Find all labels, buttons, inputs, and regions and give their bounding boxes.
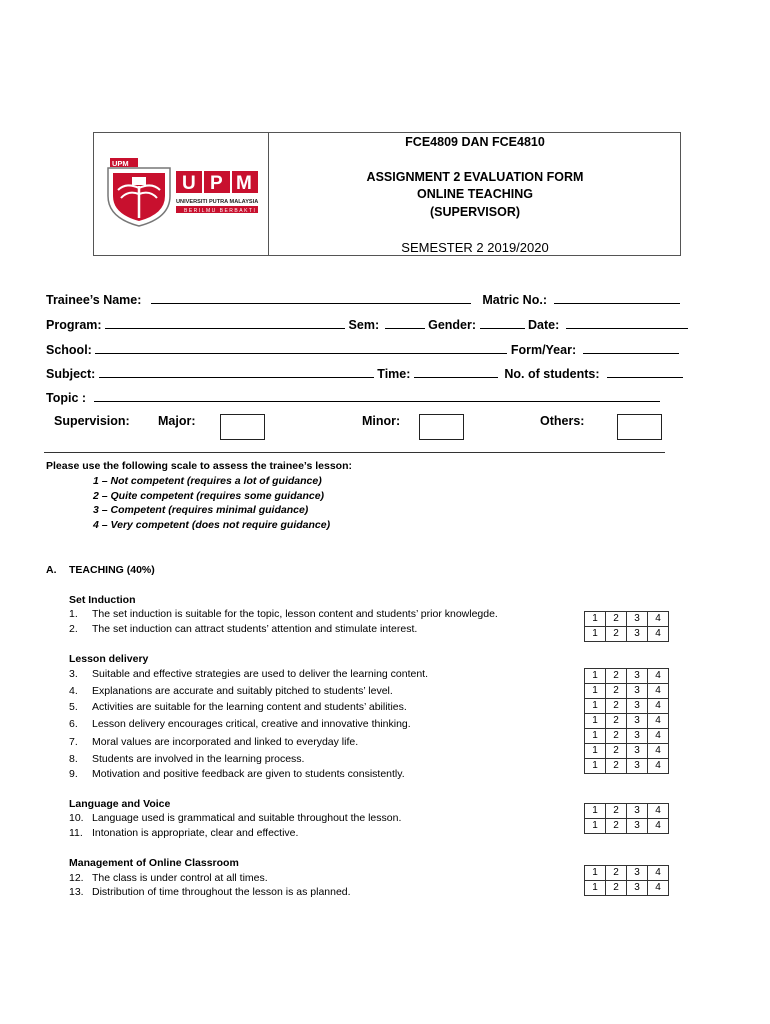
- topic-field[interactable]: [94, 390, 660, 402]
- score-row: [585, 684, 669, 699]
- gender-field[interactable]: [480, 317, 525, 329]
- score-option[interactable]: 3: [627, 819, 648, 834]
- score-option[interactable]: 2: [606, 759, 627, 774]
- score-option[interactable]: 3: [627, 627, 648, 642]
- subject-label: Subject:: [46, 367, 96, 381]
- sem-label: Sem:: [348, 318, 380, 332]
- score-option[interactable]: 2: [606, 699, 627, 714]
- sem-field[interactable]: [385, 317, 425, 329]
- matric-no-label: Matric No.:: [482, 293, 547, 307]
- score-table-lesson-delivery: [584, 668, 669, 774]
- score-row: [585, 759, 669, 774]
- score-option[interactable]: 2: [606, 881, 627, 896]
- score-option[interactable]: 1: [585, 819, 606, 834]
- score-row: [585, 804, 669, 819]
- trainee-name-field[interactable]: [151, 292, 471, 304]
- svg-text:P: P: [210, 173, 223, 194]
- score-option[interactable]: 3: [627, 744, 648, 759]
- list-item: 4. Explanations are accurate and suitably pitched to students’ level.: [69, 685, 393, 697]
- date-label: Date:: [528, 318, 560, 332]
- trainee-name-row: [46, 292, 680, 307]
- score-option[interactable]: 3: [627, 729, 648, 744]
- list-item: 5. Activities are suitable for the learning content and students’ abilities.: [69, 701, 407, 713]
- score-option[interactable]: 2: [606, 744, 627, 759]
- score-option[interactable]: 1: [585, 881, 606, 896]
- form-title: ASSIGNMENT 2 EVALUATION FORM: [366, 170, 584, 184]
- list-item: 12. The class is under control at all times.: [69, 872, 268, 884]
- score-row: [585, 729, 669, 744]
- score-option[interactable]: 1: [585, 612, 606, 627]
- date-field[interactable]: [566, 317, 688, 329]
- score-option[interactable]: 4: [648, 744, 669, 759]
- scale-level-1: 1 – Not competent (requires a lot of guidance): [93, 475, 322, 487]
- scale-level-2: 2 – Quite competent (requires some guidance): [93, 490, 325, 502]
- score-option[interactable]: 1: [585, 669, 606, 684]
- score-option[interactable]: 1: [585, 627, 606, 642]
- score-option[interactable]: 4: [648, 699, 669, 714]
- major-checkbox[interactable]: [220, 414, 265, 440]
- score-option[interactable]: 3: [627, 881, 648, 896]
- score-option[interactable]: 1: [585, 729, 606, 744]
- section-title: TEACHING (40%): [69, 564, 155, 576]
- score-option[interactable]: 4: [648, 714, 669, 729]
- minor-checkbox[interactable]: [419, 414, 464, 440]
- logo-small-top: UPM: [112, 159, 129, 168]
- topic-label: Topic :: [46, 391, 87, 405]
- score-table-set-induction: [584, 611, 669, 642]
- score-row: [585, 669, 669, 684]
- score-row: [585, 627, 669, 642]
- time-label: Time:: [377, 367, 411, 381]
- group-title-language-voice: Language and Voice: [69, 798, 171, 810]
- school-field[interactable]: [95, 342, 507, 354]
- score-option[interactable]: 1: [585, 744, 606, 759]
- score-option[interactable]: 2: [606, 866, 627, 881]
- list-item: 1. The set induction is suitable for the topic, lesson content and students’ prior knowlegde.: [69, 608, 498, 620]
- score-option[interactable]: 2: [606, 714, 627, 729]
- time-field[interactable]: [414, 366, 498, 378]
- score-option[interactable]: 3: [627, 612, 648, 627]
- logo-motto: BERILMU BERBAKTI: [184, 208, 257, 214]
- score-option[interactable]: 2: [606, 729, 627, 744]
- score-option[interactable]: 1: [585, 699, 606, 714]
- gender-label: Gender:: [428, 318, 477, 332]
- program-field[interactable]: [105, 317, 345, 329]
- score-option[interactable]: 3: [627, 866, 648, 881]
- scale-level-4: 4 – Very competent (does not require guidance): [93, 519, 331, 531]
- list-item: 10. Language used is grammatical and suitable throughout the lesson.: [69, 812, 402, 824]
- score-option[interactable]: 2: [606, 819, 627, 834]
- score-row: [585, 881, 669, 896]
- list-item: 3. Suitable and effective strategies are used to deliver the learning content.: [69, 668, 429, 680]
- score-option[interactable]: 1: [585, 866, 606, 881]
- score-option[interactable]: 3: [627, 699, 648, 714]
- group-title-classroom-management: Management of Online Classroom: [69, 857, 239, 869]
- school-row: [46, 342, 679, 357]
- score-option[interactable]: 2: [606, 684, 627, 699]
- semester: SEMESTER 2 2019/2020: [401, 240, 549, 255]
- form-year-field[interactable]: [583, 342, 679, 354]
- course-code: FCE4809 DAN FCE4810: [405, 135, 545, 149]
- score-table-classroom-management: [584, 865, 669, 896]
- score-option[interactable]: 1: [585, 684, 606, 699]
- svg-text:U: U: [182, 173, 196, 194]
- score-option[interactable]: 3: [627, 669, 648, 684]
- score-row: [585, 699, 669, 714]
- score-option[interactable]: 4: [648, 804, 669, 819]
- supervision-label: Supervision:: [54, 414, 130, 428]
- list-item: 2. The set induction can attract students’ attention and stimulate interest.: [69, 623, 418, 635]
- score-option[interactable]: 4: [648, 612, 669, 627]
- score-option[interactable]: 4: [648, 881, 669, 896]
- list-item: 6. Lesson delivery encourages critical, creative and innovative thinking.: [69, 718, 411, 730]
- score-option[interactable]: 2: [606, 669, 627, 684]
- form-role: (SUPERVISOR): [429, 205, 521, 219]
- list-item: 7. Moral values are incorporated and linked to everyday life.: [69, 736, 359, 748]
- score-option[interactable]: 3: [627, 684, 648, 699]
- topic-row: [46, 390, 660, 405]
- score-row: [585, 819, 669, 834]
- subject-row: [46, 366, 683, 381]
- score-option[interactable]: 4: [648, 866, 669, 881]
- list-item: 8. Students are involved in the learning process.: [69, 753, 305, 765]
- score-option[interactable]: 4: [648, 669, 669, 684]
- trainee-name-label: Trainee’s Name:: [46, 293, 142, 307]
- form-subtitle: ONLINE TEACHING: [417, 187, 533, 201]
- others-label: Others:: [540, 414, 585, 428]
- section-divider: [44, 452, 665, 453]
- minor-label: Minor:: [362, 414, 401, 428]
- score-row: [585, 612, 669, 627]
- score-option[interactable]: 2: [606, 804, 627, 819]
- program-label: Program:: [46, 318, 102, 332]
- svg-text:M: M: [236, 173, 252, 194]
- list-item: 9. Motivation and positive feedback are given to students consistently.: [69, 768, 405, 780]
- upm-logo: [104, 156, 264, 228]
- score-table-language-voice: [584, 803, 669, 834]
- no-students-label: No. of students:: [504, 367, 600, 381]
- score-option[interactable]: 3: [627, 804, 648, 819]
- score-option[interactable]: 3: [627, 714, 648, 729]
- no-students-field[interactable]: [607, 366, 683, 378]
- list-item: 13. Distribution of time throughout the lesson is as planned.: [69, 886, 351, 898]
- program-row: [46, 317, 688, 332]
- score-option[interactable]: 4: [648, 819, 669, 834]
- score-option[interactable]: 1: [585, 804, 606, 819]
- score-option[interactable]: 1: [585, 759, 606, 774]
- others-checkbox[interactable]: [617, 414, 662, 440]
- score-row: [585, 714, 669, 729]
- score-option[interactable]: 4: [648, 627, 669, 642]
- scale-level-3: 3 – Competent (requires minimal guidance): [93, 504, 309, 516]
- school-label: School:: [46, 343, 92, 357]
- list-item: 11. Intonation is appropriate, clear and effective.: [69, 827, 299, 839]
- major-label: Major:: [158, 414, 196, 428]
- group-title-lesson-delivery: Lesson delivery: [69, 653, 149, 665]
- score-option[interactable]: 4: [648, 759, 669, 774]
- form-year-label: Form/Year:: [510, 343, 577, 357]
- score-row: [585, 744, 669, 759]
- score-row: [585, 866, 669, 881]
- matric-no-field[interactable]: [554, 292, 680, 304]
- scale-intro: Please use the following scale to assess the trainee’s lesson:: [46, 460, 352, 472]
- group-title-set-induction: Set Induction: [69, 594, 136, 606]
- score-option[interactable]: 1: [585, 714, 606, 729]
- score-option[interactable]: 4: [648, 684, 669, 699]
- score-option[interactable]: 2: [606, 612, 627, 627]
- logo-university-name: UNIVERSITI PUTRA MALAYSIA: [176, 199, 259, 205]
- score-option[interactable]: 2: [606, 627, 627, 642]
- section-letter: A.: [46, 564, 57, 576]
- score-option[interactable]: 4: [648, 729, 669, 744]
- score-option[interactable]: 3: [627, 759, 648, 774]
- subject-field[interactable]: [99, 366, 374, 378]
